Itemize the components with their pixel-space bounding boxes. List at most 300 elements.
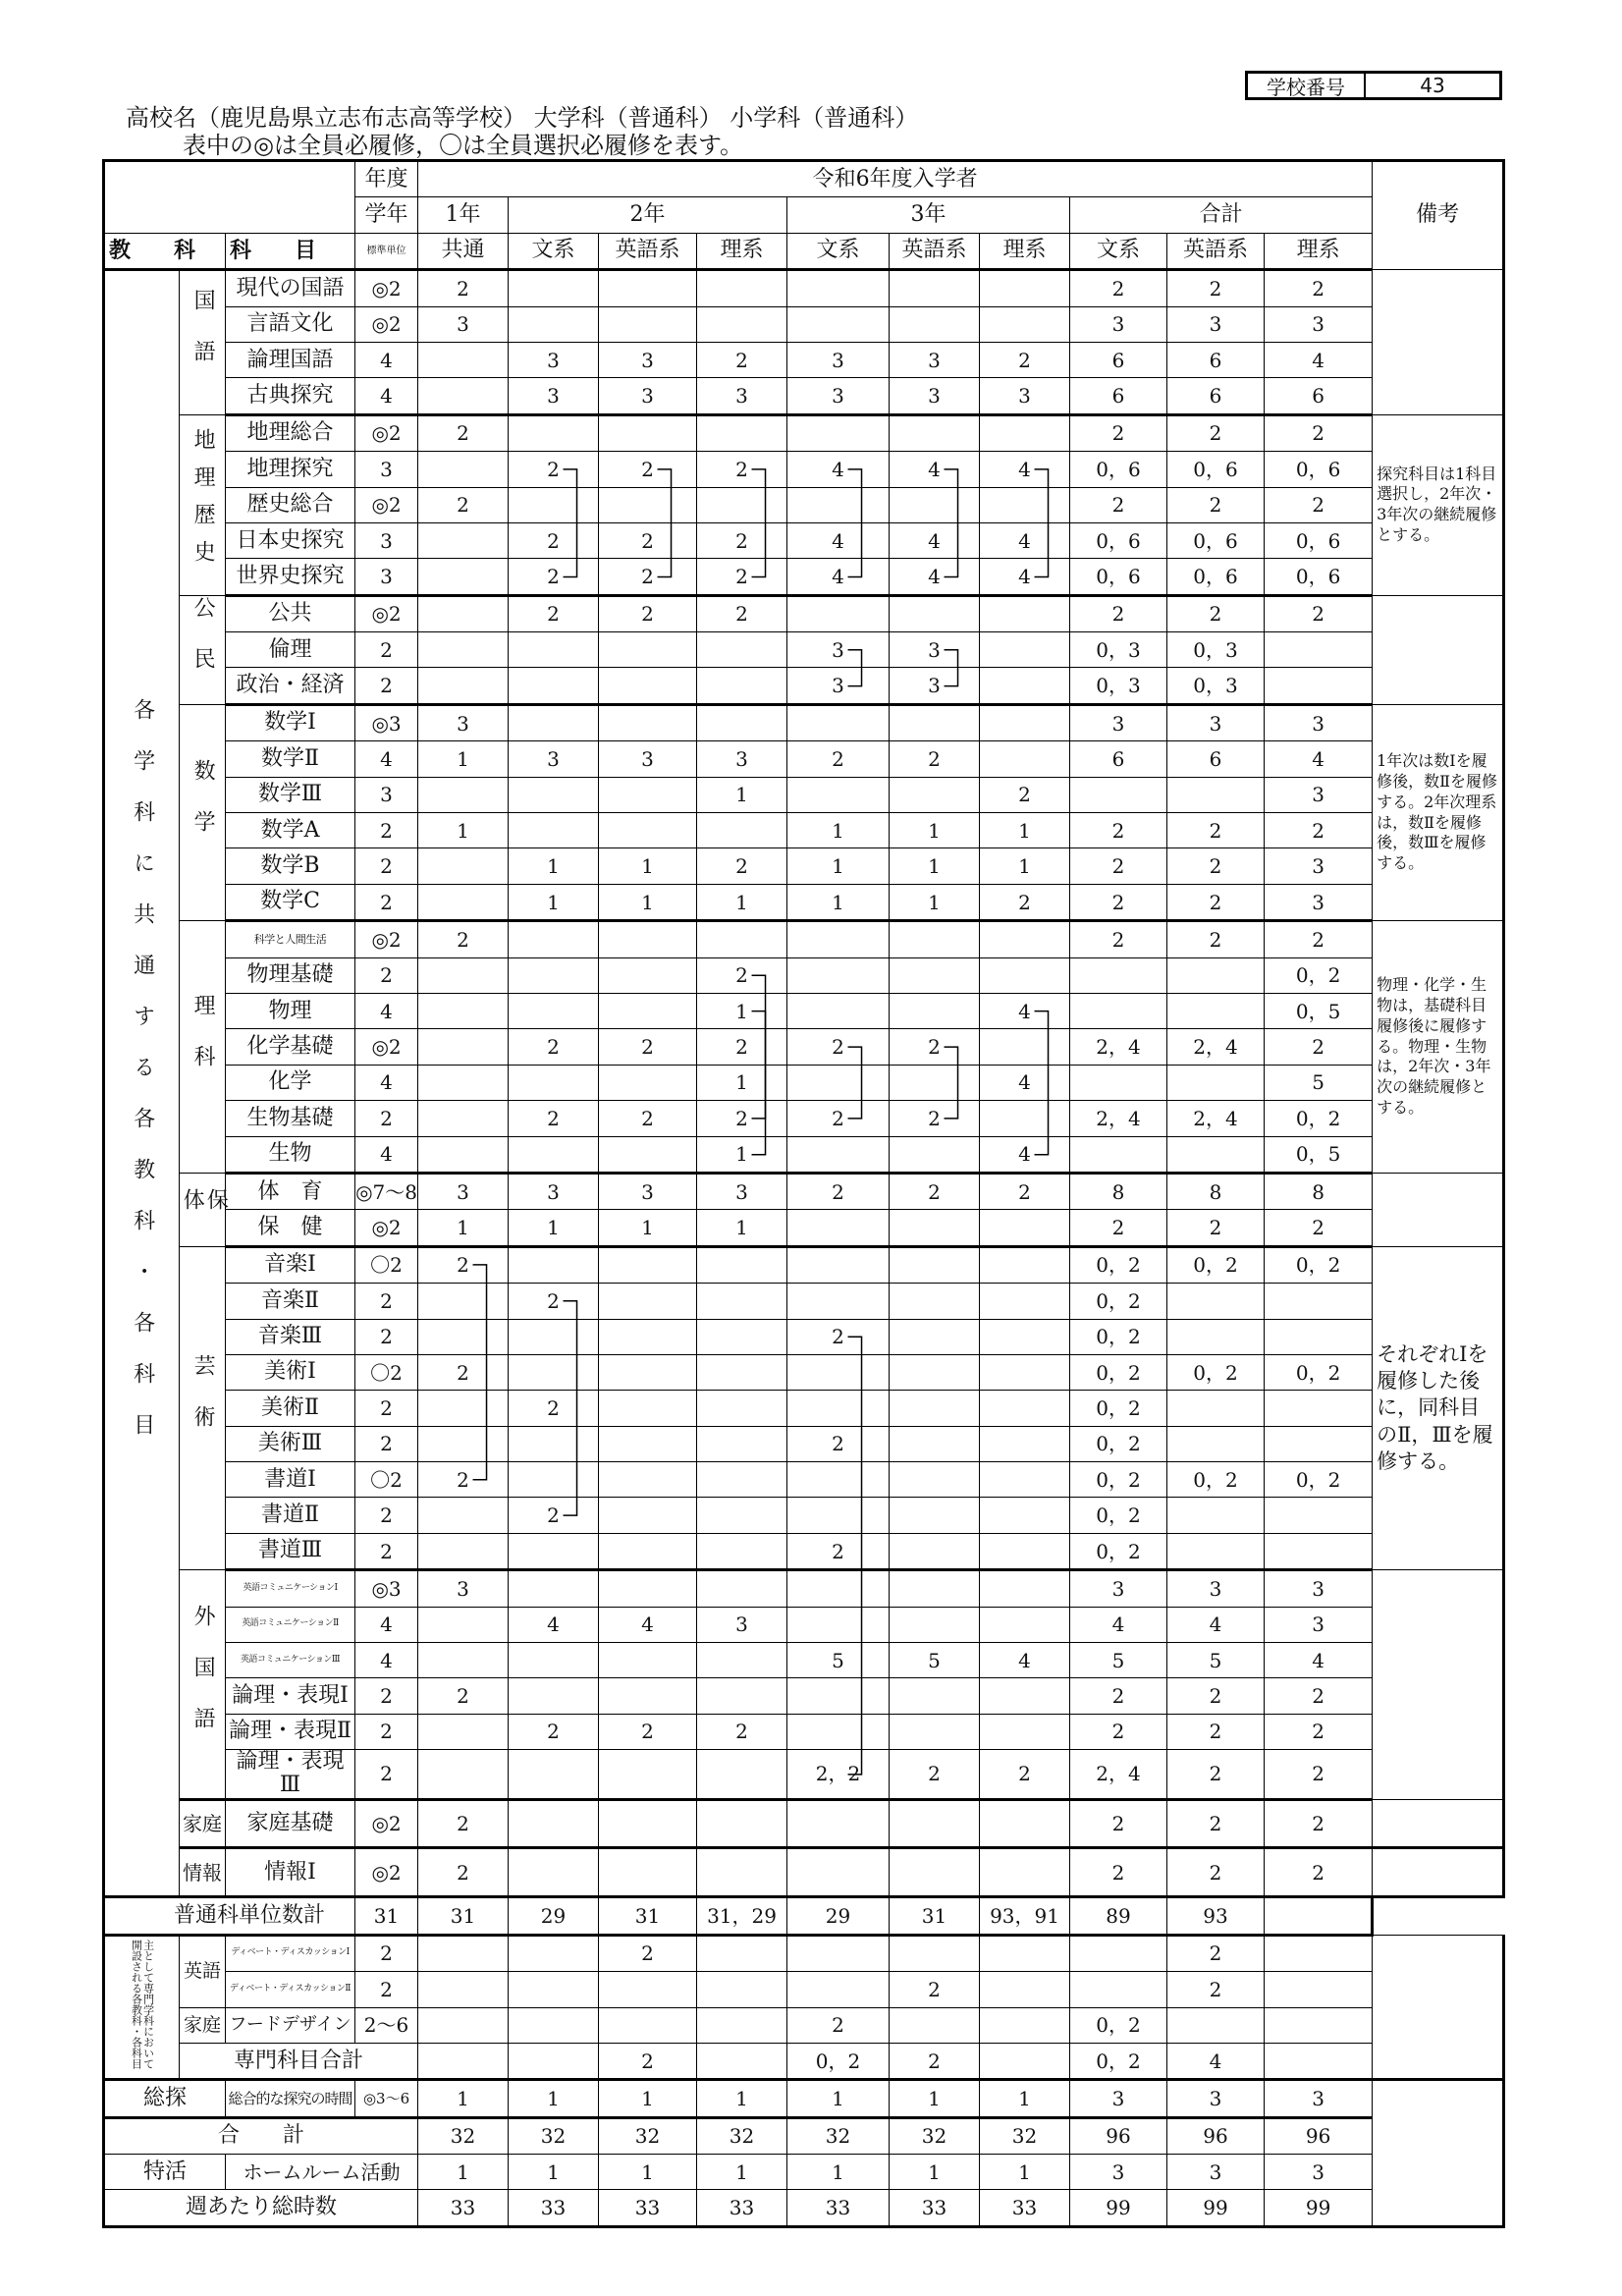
unit-value: 1: [418, 1210, 509, 1246]
standard-units: 2: [355, 668, 418, 704]
subject-row: [104, 921, 1504, 957]
group-joho: 情報: [180, 1847, 226, 1896]
unit-value: 2: [697, 1101, 787, 1136]
unit-value: [890, 1714, 980, 1749]
unit-value: [599, 921, 697, 957]
unit-value: [980, 1319, 1070, 1354]
unit-value: [697, 1246, 787, 1283]
unit-value: 2: [1265, 270, 1373, 306]
unit-value: 6: [1167, 741, 1265, 777]
unit-value: 1: [697, 1136, 787, 1173]
unit-value: 0，5: [1265, 1136, 1373, 1173]
common-total-label: 普通科単位数計: [104, 1897, 355, 1935]
standard-units: ◎2: [355, 1210, 418, 1246]
unit-value: [1167, 1136, 1265, 1173]
common-total-value: 31: [355, 1897, 418, 1935]
subject-row: [104, 1101, 1504, 1136]
unit-value: 2，4: [1167, 1101, 1265, 1136]
unit-value: 3: [787, 378, 890, 414]
standard-units: 4: [355, 1065, 418, 1100]
unit-value: 1: [697, 2080, 787, 2117]
unit-value: 1: [787, 2080, 890, 2117]
unit-value: [418, 957, 509, 993]
gokei-value: 96: [1265, 2117, 1373, 2154]
subject-name: 公共: [226, 595, 355, 631]
group-label-gaikoku: 外国語: [190, 1605, 216, 1759]
common-total-value: 31: [890, 1897, 980, 1935]
subject-row: [104, 813, 1504, 848]
unit-value: 0，2: [1265, 1354, 1373, 1390]
unit-value: [980, 1935, 1070, 1971]
subject-row: [104, 1462, 1504, 1498]
subject-row: [104, 1136, 1504, 1173]
unit-value: [890, 1462, 980, 1498]
unit-value: [787, 1607, 890, 1642]
standard-units: 4: [355, 1136, 418, 1173]
remark-cell: [1373, 1570, 1504, 1799]
remark-cell: 物理・化学・生物は，基礎科目履修後に履修する。物理・生物は，2年次・3年次の継続履修とする。: [1373, 921, 1504, 1174]
unit-value: [599, 777, 697, 812]
senmon-row: [104, 1972, 1504, 2007]
unit-value: 2: [697, 559, 787, 595]
unit-value: 2: [1070, 270, 1167, 306]
unit-value: 0，6: [1265, 522, 1373, 558]
unit-value: [599, 1354, 697, 1390]
unit-value: 2: [697, 1029, 787, 1065]
unit-value: [1070, 1065, 1167, 1100]
unit-value: 3: [418, 704, 509, 740]
group-label-sugaku: 数学: [190, 758, 216, 861]
subject-name: 美術Ⅲ: [226, 1426, 355, 1461]
unit-value: 2: [418, 1799, 509, 1847]
unit-value: [509, 487, 599, 522]
unit-value: [509, 1246, 599, 1283]
unit-value: 0，6: [1167, 522, 1265, 558]
unit-value: 3: [1265, 2080, 1373, 2117]
unit-value: 3: [1265, 704, 1373, 740]
unit-value: [418, 452, 509, 487]
unit-value: [890, 1533, 980, 1569]
unit-value: [1167, 1426, 1265, 1461]
unit-value: 2: [1265, 414, 1373, 451]
unit-value: 2: [1265, 1029, 1373, 1065]
unit-value: [980, 704, 1070, 740]
unit-value: 2: [418, 487, 509, 522]
unit-value: 4: [890, 452, 980, 487]
header-nyugaku: 令和6年度入学者: [418, 161, 1373, 197]
unit-value: [1265, 1391, 1373, 1426]
subject-row: [104, 342, 1504, 377]
unit-value: [1070, 1136, 1167, 1173]
subject-row: [104, 957, 1504, 993]
unit-value: 5: [1167, 1643, 1265, 1678]
subject-row: [104, 595, 1504, 631]
unit-value: [509, 1426, 599, 1461]
unit-value: [599, 1570, 697, 1607]
unit-value: 2: [418, 1354, 509, 1390]
subject-row: [104, 452, 1504, 487]
common-label-text: 各学科に共通する各教科・各科目: [130, 697, 155, 1464]
gokei-value: 32: [980, 2117, 1070, 2154]
unit-value: 1: [787, 848, 890, 884]
subject-row: [104, 1799, 1504, 1847]
unit-value: [418, 1643, 509, 1678]
common-total-value: 31: [418, 1897, 509, 1935]
unit-value: [418, 1136, 509, 1173]
unit-value: 1: [418, 2080, 509, 2117]
unit-value: 3: [1070, 1570, 1167, 1607]
standard-units: 3: [355, 777, 418, 812]
unit-value: 2: [599, 1714, 697, 1749]
remark-cell: [1373, 270, 1504, 415]
unit-value: [980, 2007, 1070, 2043]
subject-name: 日本史探究: [226, 522, 355, 558]
header-kyotsu: 共通: [418, 233, 509, 269]
standard-units: ◎2: [355, 1799, 418, 1847]
unit-value: 3: [509, 1173, 599, 1209]
unit-value: 2: [1070, 813, 1167, 848]
remark-cell: [1373, 1799, 1504, 1847]
unit-value: 1: [418, 2155, 509, 2190]
unit-value: 2: [599, 1029, 697, 1065]
unit-value: [599, 1284, 697, 1319]
standard-units: ◎2: [355, 270, 418, 306]
unit-value: [890, 1065, 980, 1100]
unit-value: 1: [890, 848, 980, 884]
unit-value: [509, 921, 599, 957]
unit-value: [980, 1607, 1070, 1642]
unit-value: 2: [1265, 813, 1373, 848]
subject-row: [104, 884, 1504, 920]
unit-value: [980, 668, 1070, 704]
unit-value: [787, 1391, 890, 1426]
school-number-value: 43: [1420, 74, 1445, 97]
header-year2: 2年: [509, 197, 787, 233]
unit-value: [509, 1136, 599, 1173]
unit-value: [980, 741, 1070, 777]
subject-row: [104, 1498, 1504, 1533]
unit-value: 2: [1167, 1714, 1265, 1749]
unit-value: 3: [890, 342, 980, 377]
subject-name: 書道Ⅰ: [226, 1462, 355, 1498]
group-hotai: [180, 1173, 229, 1246]
subject-row: [104, 1029, 1504, 1065]
common-total-value: 93，91: [980, 1897, 1070, 1935]
subject-row: [104, 1354, 1504, 1390]
unit-value: [599, 1065, 697, 1100]
unit-value: [509, 270, 599, 306]
unit-value: [787, 595, 890, 631]
common-total-row: [104, 1897, 1504, 1935]
unit-value: [418, 1607, 509, 1642]
unit-value: [980, 306, 1070, 342]
unit-value: [890, 1354, 980, 1390]
unit-value: [418, 342, 509, 377]
unit-value: 2: [1070, 414, 1167, 451]
weekly-total-value: 33: [697, 2190, 787, 2226]
unit-value: [697, 1678, 787, 1714]
unit-value: 2: [1167, 1972, 1265, 2007]
unit-value: 3: [1265, 306, 1373, 342]
unit-value: 2: [697, 1714, 787, 1749]
unit-value: 2，4: [1070, 1029, 1167, 1065]
unit-value: [890, 1284, 980, 1319]
unit-value: 3: [1265, 1607, 1373, 1642]
standard-units: 2: [355, 1678, 418, 1714]
unit-value: 1: [599, 1210, 697, 1246]
unit-value: [599, 1136, 697, 1173]
senmon-total-value: 0，2: [1070, 2043, 1167, 2079]
group-komin: [180, 595, 226, 704]
unit-value: 3: [1265, 1570, 1373, 1607]
unit-value: 8: [1167, 1173, 1265, 1209]
header-eigo-2: 英語系: [599, 233, 697, 269]
unit-value: 4: [980, 1065, 1070, 1100]
standard-units: ◎2: [355, 1029, 418, 1065]
subject-name: 論理・表現Ⅱ: [226, 1714, 355, 1749]
header-kamoku: 科 目: [226, 233, 355, 269]
group-label-rika: 理科: [190, 993, 216, 1096]
unit-value: [787, 993, 890, 1028]
unit-value: 6: [1070, 378, 1167, 414]
unit-value: [980, 1972, 1070, 2007]
unit-value: [697, 1533, 787, 1569]
subject-name: 世界史探究: [226, 559, 355, 595]
unit-value: [599, 1643, 697, 1678]
unit-value: [890, 306, 980, 342]
unit-value: [509, 1678, 599, 1714]
header-year1: 1年: [418, 197, 509, 233]
subject-row: [104, 1210, 1504, 1246]
subject-row: [104, 487, 1504, 522]
unit-value: 0，2: [1070, 1284, 1167, 1319]
unit-value: 2: [1265, 1799, 1373, 1847]
unit-value: 1: [599, 2155, 697, 2190]
unit-value: [1265, 1319, 1373, 1354]
subject-name: 数学Ⅰ: [226, 704, 355, 740]
unit-value: 1: [890, 2155, 980, 2190]
unit-value: [697, 414, 787, 451]
unit-value: [890, 1498, 980, 1533]
unit-value: 2: [418, 1462, 509, 1498]
unit-value: 2: [1265, 595, 1373, 631]
senmon-total-value: [418, 2043, 509, 2079]
subject-name: 英語コミュニケーションⅡ: [226, 1607, 355, 1642]
header-rikei-2: 理系: [697, 233, 787, 269]
subject-row: [104, 414, 1504, 451]
senmon-standard-units: 2～6: [355, 2007, 418, 2043]
senmon-standard-units: 2: [355, 1935, 418, 1971]
standard-units: 2: [355, 957, 418, 993]
subject-name: 現代の国語: [226, 270, 355, 306]
unit-value: [890, 1799, 980, 1847]
unit-value: 3: [787, 342, 890, 377]
unit-value: [787, 704, 890, 740]
unit-value: [697, 1284, 787, 1319]
unit-value: 3: [697, 1607, 787, 1642]
header-bunkei-total: 文系: [1070, 233, 1167, 269]
unit-value: 1: [697, 1065, 787, 1100]
unit-value: 5: [1265, 1065, 1373, 1100]
unit-value: 4: [980, 559, 1070, 595]
subject-row: [104, 559, 1504, 595]
unit-value: [599, 414, 697, 451]
unit-value: [890, 1607, 980, 1642]
senmon-total-value: 0，2: [787, 2043, 890, 2079]
unit-value: 2: [1070, 487, 1167, 522]
unit-value: [980, 1533, 1070, 1569]
unit-value: 1: [509, 2080, 599, 2117]
subject-row: [104, 1643, 1504, 1678]
unit-value: [509, 704, 599, 740]
header-eigo-3: 英語系: [890, 233, 980, 269]
tokkatsu-row: [104, 2155, 1504, 2190]
unit-value: [787, 1210, 890, 1246]
standard-units: 2: [355, 813, 418, 848]
unit-value: [1265, 668, 1373, 704]
unit-value: 2: [980, 1750, 1070, 1799]
unit-value: [890, 1136, 980, 1173]
remark-cell: [1373, 1173, 1504, 1246]
unit-value: [599, 2007, 697, 2043]
unit-value: [418, 522, 509, 558]
subject-row: [104, 1065, 1504, 1100]
unit-value: [697, 921, 787, 957]
unit-value: 2: [1070, 1714, 1167, 1749]
unit-value: [980, 1799, 1070, 1847]
unit-value: [1265, 1498, 1373, 1533]
unit-value: [509, 1570, 599, 1607]
remark-cell: 探究科目は1科目選択し，2年次・3年次の継続履修とする。: [1373, 414, 1504, 595]
unit-value: 0，2: [1265, 1101, 1373, 1136]
unit-value: 2: [787, 1319, 890, 1354]
unit-value: 0，6: [1070, 452, 1167, 487]
unit-value: 2: [697, 595, 787, 631]
unit-value: 4: [890, 559, 980, 595]
unit-value: 2: [509, 1284, 599, 1319]
subject-name: 数学Ⅲ: [226, 777, 355, 812]
unit-value: 1: [787, 813, 890, 848]
unit-value: 1: [890, 813, 980, 848]
unit-value: 3: [787, 668, 890, 704]
unit-value: 4: [787, 559, 890, 595]
unit-value: 2: [599, 522, 697, 558]
unit-value: 6: [1070, 342, 1167, 377]
unit-value: [1167, 1065, 1265, 1100]
unit-value: [1265, 1533, 1373, 1569]
unit-value: 1: [509, 884, 599, 920]
subject-name: 論理・表現Ⅰ: [226, 1678, 355, 1714]
standard-units: 4: [355, 741, 418, 777]
subject-name: 保 健: [226, 1210, 355, 1246]
unit-value: 3: [890, 378, 980, 414]
gokei-value: 32: [599, 2117, 697, 2154]
unit-value: 2: [1070, 1210, 1167, 1246]
unit-value: [509, 777, 599, 812]
unit-value: [980, 1354, 1070, 1390]
unit-value: [599, 1972, 697, 2007]
standard-units: 2: [355, 1284, 418, 1319]
standard-units: ◎3: [355, 1570, 418, 1607]
unit-value: 5: [890, 1643, 980, 1678]
unit-value: 3: [980, 378, 1070, 414]
unit-value: 2: [787, 1533, 890, 1569]
unit-value: [980, 1678, 1070, 1714]
unit-value: 2: [509, 1101, 599, 1136]
unit-value: 2: [1265, 1714, 1373, 1749]
unit-value: [787, 1847, 890, 1896]
unit-value: 2，2: [787, 1750, 890, 1799]
unit-value: 3: [1167, 2080, 1265, 2117]
unit-value: [890, 1847, 980, 1896]
unit-value: 6: [1167, 378, 1265, 414]
unit-value: [890, 993, 980, 1028]
senmon-side-label: [104, 1935, 180, 2080]
unit-value: [787, 1570, 890, 1607]
unit-value: [890, 2007, 980, 2043]
unit-value: [599, 668, 697, 704]
unit-value: 2: [509, 1391, 599, 1426]
subject-name: 物理基礎: [226, 957, 355, 993]
unit-value: [787, 1065, 890, 1100]
standard-units: 2: [355, 1391, 418, 1426]
common-total-value: 31: [599, 1897, 697, 1935]
unit-value: [980, 270, 1070, 306]
unit-value: [599, 813, 697, 848]
senmon-subject-name: ディベート・ディスカッションⅠ: [226, 1935, 355, 1971]
gokei-value: 96: [1070, 2117, 1167, 2154]
unit-value: [418, 1426, 509, 1461]
unit-value: [418, 1284, 509, 1319]
unit-value: 2: [599, 595, 697, 631]
unit-value: [980, 1570, 1070, 1607]
standard-units: ◎2: [355, 306, 418, 342]
unit-value: 1: [697, 993, 787, 1028]
unit-value: 2: [697, 342, 787, 377]
unit-value: 2: [1167, 921, 1265, 957]
unit-value: 2: [1167, 884, 1265, 920]
weekly-total-value: 33: [890, 2190, 980, 2226]
unit-value: 2: [509, 1714, 599, 1749]
subject-name: 科学と人間生活: [226, 921, 355, 957]
unit-value: [1167, 957, 1265, 993]
senmon-total-value: 2: [890, 2043, 980, 2079]
unit-value: [418, 559, 509, 595]
unit-value: [787, 270, 890, 306]
gokei-value: 32: [697, 2117, 787, 2154]
unit-value: 2: [1265, 921, 1373, 957]
unit-value: 3: [890, 632, 980, 668]
unit-value: 1: [509, 848, 599, 884]
unit-value: 2: [1070, 1678, 1167, 1714]
unit-value: [1265, 1935, 1373, 1971]
unit-value: 2: [697, 522, 787, 558]
unit-value: [599, 993, 697, 1028]
unit-value: [697, 1847, 787, 1896]
subject-name: 書道Ⅲ: [226, 1533, 355, 1569]
unit-value: [599, 632, 697, 668]
unit-value: 1: [787, 2155, 890, 2190]
unit-value: [980, 1462, 1070, 1498]
unit-value: 0，2: [1167, 1246, 1265, 1283]
remark-cell: [1265, 1897, 1373, 1935]
unit-value: 2: [1167, 1799, 1265, 1847]
unit-value: [418, 1029, 509, 1065]
unit-value: 3: [1167, 1570, 1265, 1607]
unit-value: [980, 487, 1070, 522]
unit-value: 3: [1167, 2155, 1265, 2190]
unit-value: [697, 1750, 787, 1799]
